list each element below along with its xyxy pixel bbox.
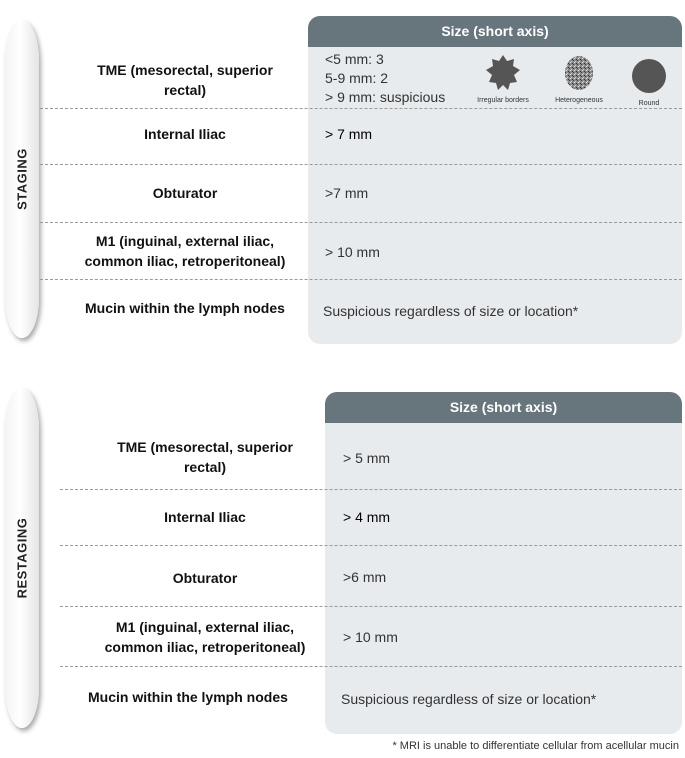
staging-row-label-obturator: Obturator xyxy=(152,185,218,201)
restaging-m1-label-line1: M1 (inguinal, external iliac, xyxy=(115,619,295,635)
restaging-row-label-obturator: Obturator xyxy=(172,570,238,586)
restaging-m1-label-line2: common iliac, retroperitoneal) xyxy=(104,639,306,655)
irregular-borders-caption: Irregular borders xyxy=(477,97,529,104)
staging-row-value-tme xyxy=(325,50,445,107)
restaging-divider-3 xyxy=(60,606,682,607)
staging-row-value-m1: > 10 mm xyxy=(325,244,380,260)
staging-side-label: STAGING xyxy=(14,148,30,210)
footnote: * MRI is unable to differentiate cellular from acellular mucin xyxy=(392,740,679,752)
heterogeneous-node xyxy=(544,54,614,104)
staging-tme-label-line1: TME (mesorectal, superior xyxy=(97,62,273,78)
restaging-side-label: RESTAGING xyxy=(14,517,30,599)
staging-panel-header: Size (short axis) xyxy=(308,16,682,47)
restaging-row-label-m1 xyxy=(80,617,330,657)
staging-row-label-tme xyxy=(60,60,310,100)
staging-m1-label-line1: M1 (inguinal, external iliac, xyxy=(95,233,275,249)
staging-tme-value-line1: <5 mm: 3 xyxy=(325,51,384,67)
staging-row-value-mucin: Suspicious regardless of size or location* xyxy=(323,303,579,319)
staging-section xyxy=(0,0,685,350)
staging-row-label-internal-iliac: Internal Iliac xyxy=(144,126,226,142)
restaging-section xyxy=(0,380,685,735)
round-caption: Round xyxy=(638,100,660,107)
restaging-row-value-tme: > 5 mm xyxy=(343,450,391,466)
restaging-size-panel xyxy=(325,392,682,734)
restaging-divider-1 xyxy=(60,489,682,490)
restaging-row-label-tme xyxy=(80,437,330,477)
staging-m1-label-line2: common iliac, retroperitoneal) xyxy=(84,253,286,269)
restaging-row-value-m1: > 10 mm xyxy=(343,629,398,645)
irregular-borders-icon xyxy=(485,54,521,92)
heterogeneous-caption: Heterogeneous xyxy=(555,97,603,104)
staging-row-label-mucin: Mucin within the lymph nodes xyxy=(85,300,285,316)
restaging-row-value-internal-iliac: > 4 mm xyxy=(343,509,391,525)
round-icon xyxy=(630,57,668,95)
restaging-row-label-mucin: Mucin within the lymph nodes xyxy=(88,689,288,705)
restaging-row-value-obturator: >6 mm xyxy=(343,569,387,585)
restaging-row-value-mucin: Suspicious regardless of size or location* xyxy=(341,691,597,707)
restaging-tme-label-line1: TME (mesorectal, superior xyxy=(117,439,293,455)
round-node xyxy=(614,57,684,107)
restaging-divider-2 xyxy=(60,545,682,546)
staging-divider-2 xyxy=(40,164,682,165)
heterogeneous-icon xyxy=(562,54,596,92)
staging-tme-label-line2: rectal) xyxy=(163,82,207,98)
staging-tme-value-line3: > 9 mm: suspicious xyxy=(325,89,446,105)
restaging-row-label-internal-iliac: Internal Iliac xyxy=(164,509,246,525)
staging-row-value-internal-iliac: > 7 mm xyxy=(325,126,373,142)
restaging-side-tab xyxy=(5,388,39,728)
restaging-tme-label-line2: rectal) xyxy=(183,459,227,475)
staging-divider-4 xyxy=(40,279,682,280)
staging-divider-1 xyxy=(40,108,682,109)
restaging-divider-4 xyxy=(60,666,682,667)
staging-divider-3 xyxy=(40,222,682,223)
staging-side-tab xyxy=(5,20,39,338)
irregular-borders-node xyxy=(468,54,538,104)
staging-row-value-obturator: >7 mm xyxy=(325,185,369,201)
staging-tme-value-line2: 5-9 mm: 2 xyxy=(325,70,389,86)
restaging-panel-header: Size (short axis) xyxy=(325,392,682,423)
staging-row-label-m1 xyxy=(60,231,310,271)
